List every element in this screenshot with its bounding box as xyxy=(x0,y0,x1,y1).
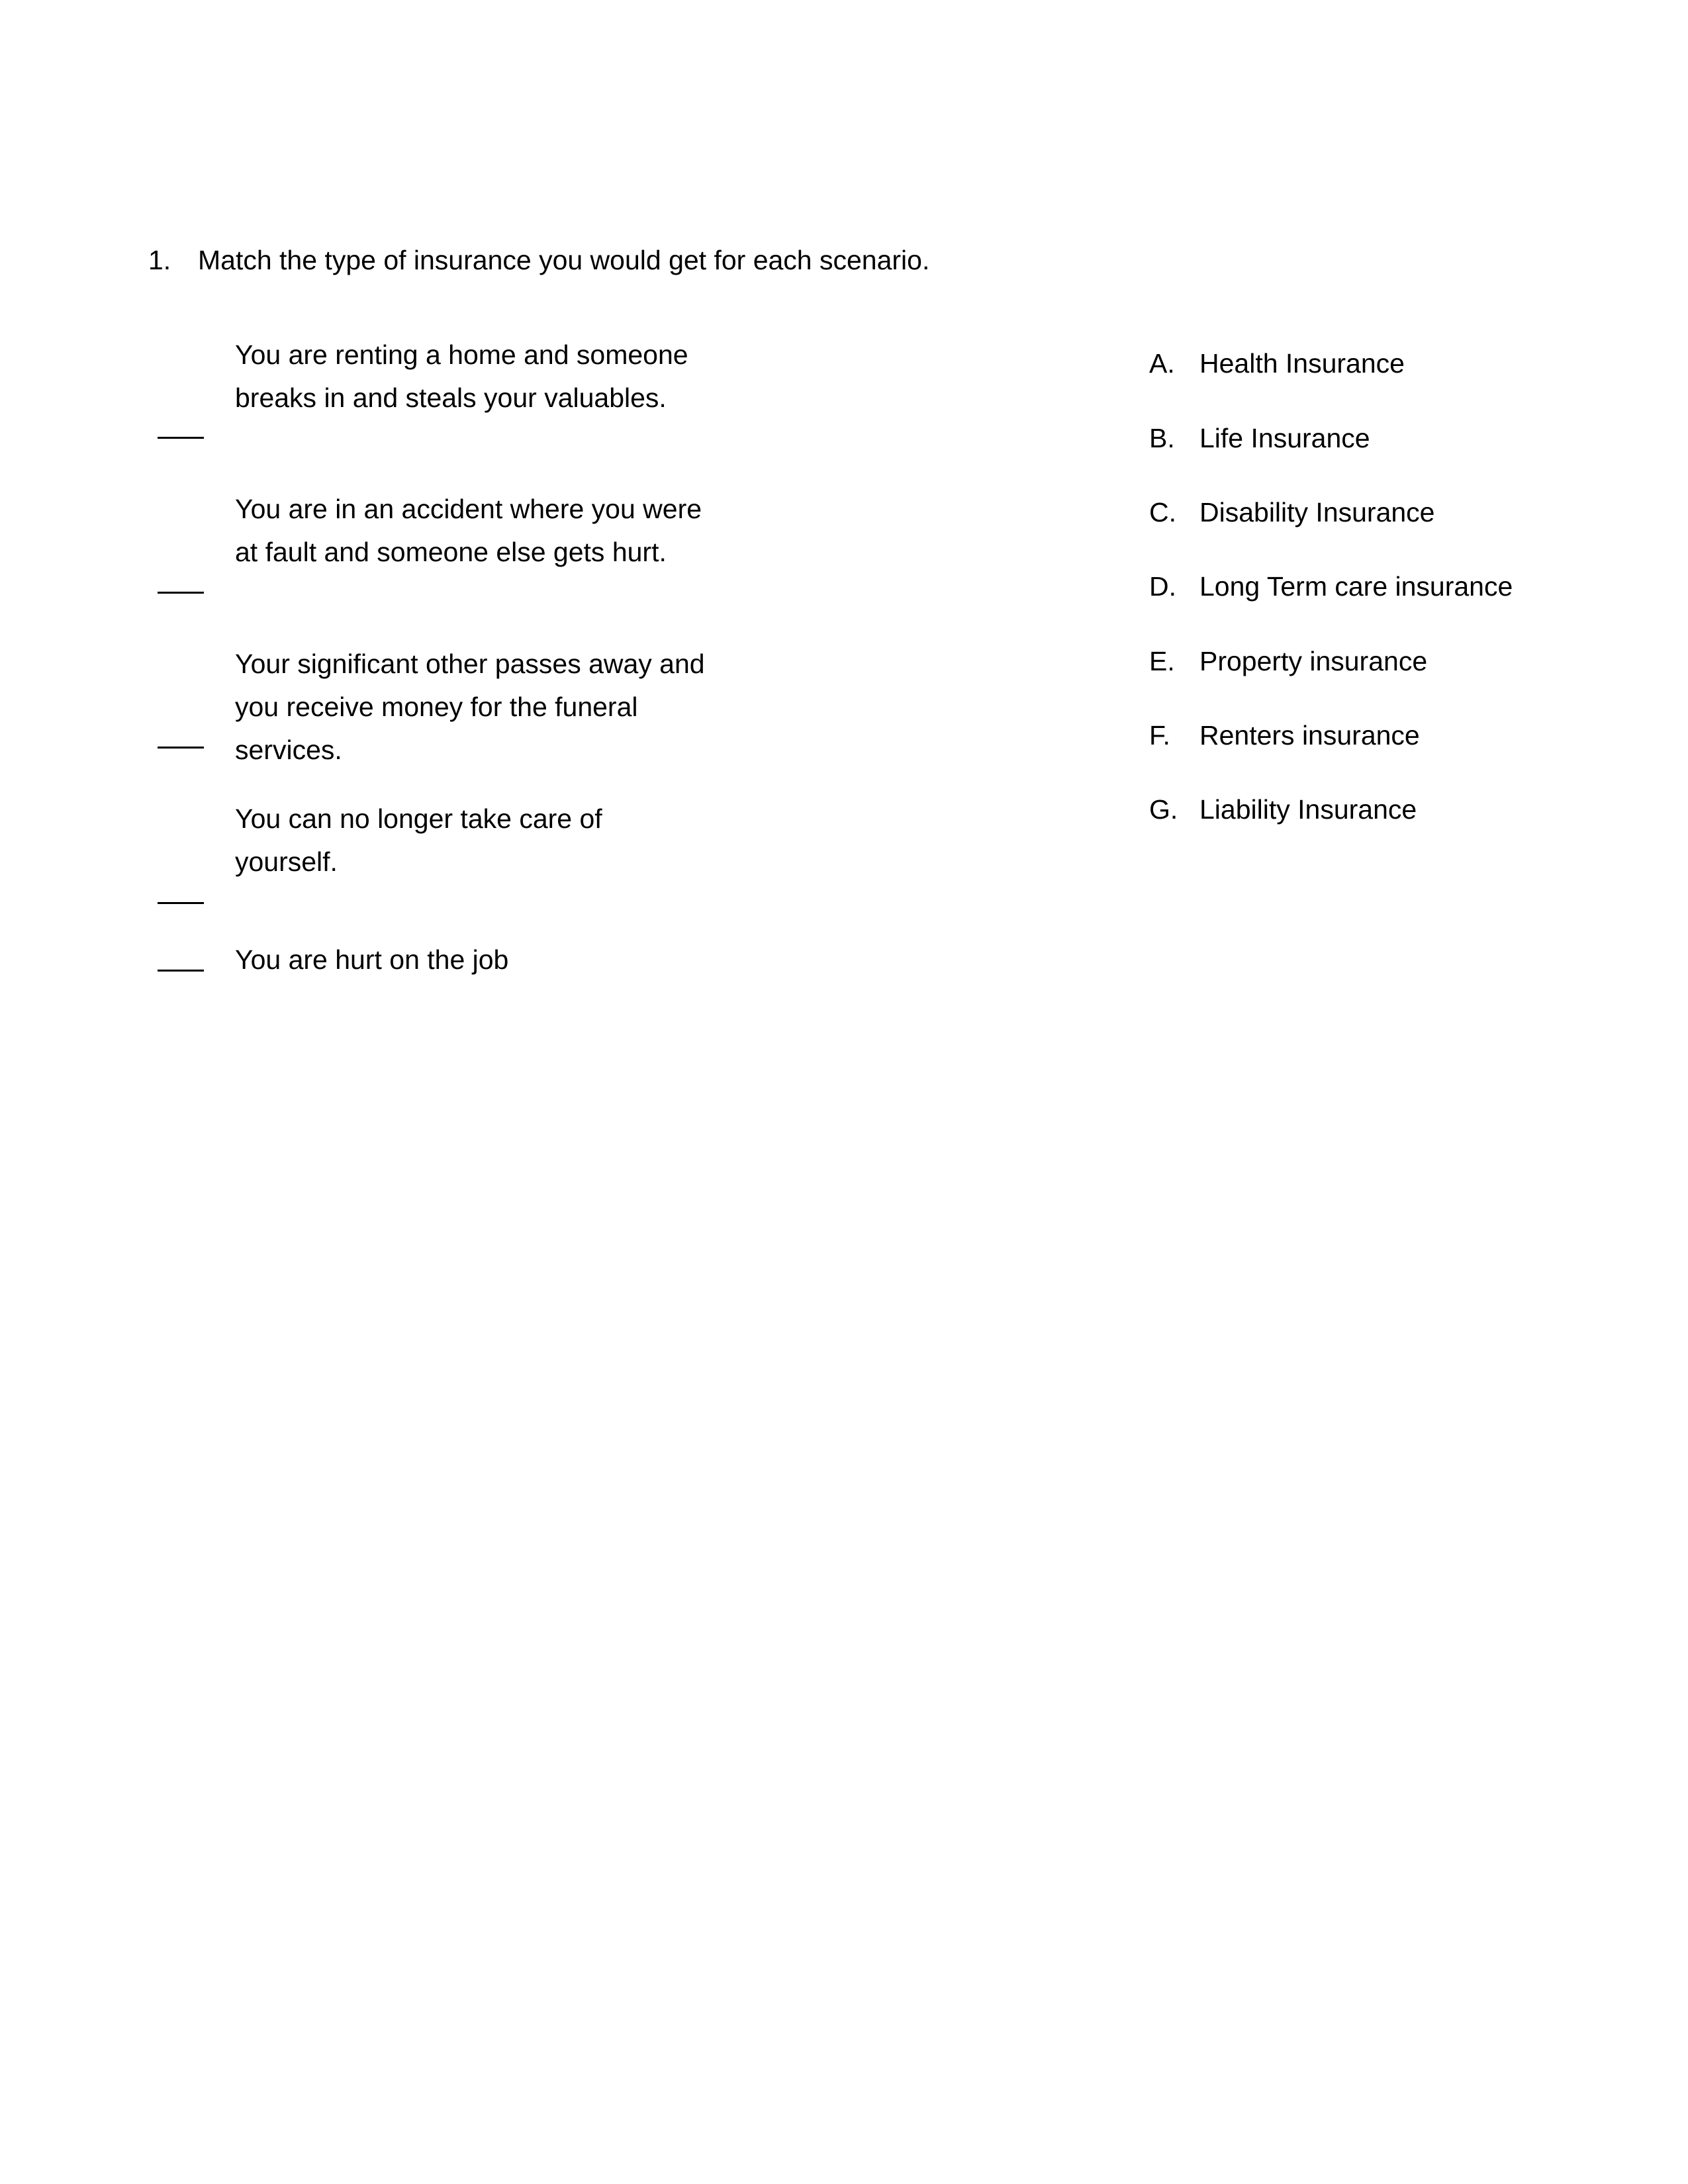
answer-blank-4[interactable] xyxy=(158,902,204,904)
answer-blank-5[interactable] xyxy=(158,970,204,972)
scenario-2-text: You are in an accident where you were at fault and someone else gets hurt. xyxy=(235,494,702,567)
scenario-1-text: You are renting a home and someone breaks in and steals your valuables. xyxy=(235,340,688,413)
option-label-c: Disability Insurance xyxy=(1199,497,1435,527)
scenario-5-text: You are hurt on the job xyxy=(235,944,509,975)
option-label-e: Property insurance xyxy=(1199,646,1428,676)
option-label-d: Long Term care insurance xyxy=(1199,571,1513,602)
option-label-b: Life Insurance xyxy=(1199,423,1370,453)
scenario-3-text: Your significant other passes away and you receive money for the funeral services. xyxy=(235,649,705,765)
scenario-4-text: You can no longer take care of yourself. xyxy=(235,803,602,877)
option-letter-a: A. xyxy=(1149,348,1175,379)
answer-blank-3[interactable] xyxy=(158,747,204,749)
question-number: 1. xyxy=(148,245,171,275)
option-label-g: Liability Insurance xyxy=(1199,794,1417,825)
option-letter-c: C. xyxy=(1149,497,1176,527)
answer-blank-2[interactable] xyxy=(158,592,204,594)
answer-blank-1[interactable] xyxy=(158,437,204,439)
option-label-f: Renters insurance xyxy=(1199,720,1420,751)
option-letter-f: F. xyxy=(1149,720,1170,751)
option-letter-b: B. xyxy=(1149,423,1175,453)
option-letter-d: D. xyxy=(1149,571,1176,602)
option-label-a: Health Insurance xyxy=(1199,348,1405,379)
option-letter-g: G. xyxy=(1149,794,1178,825)
question-prompt: Match the type of insurance you would get for each scenario. xyxy=(198,245,930,275)
option-letter-e: E. xyxy=(1149,646,1175,676)
